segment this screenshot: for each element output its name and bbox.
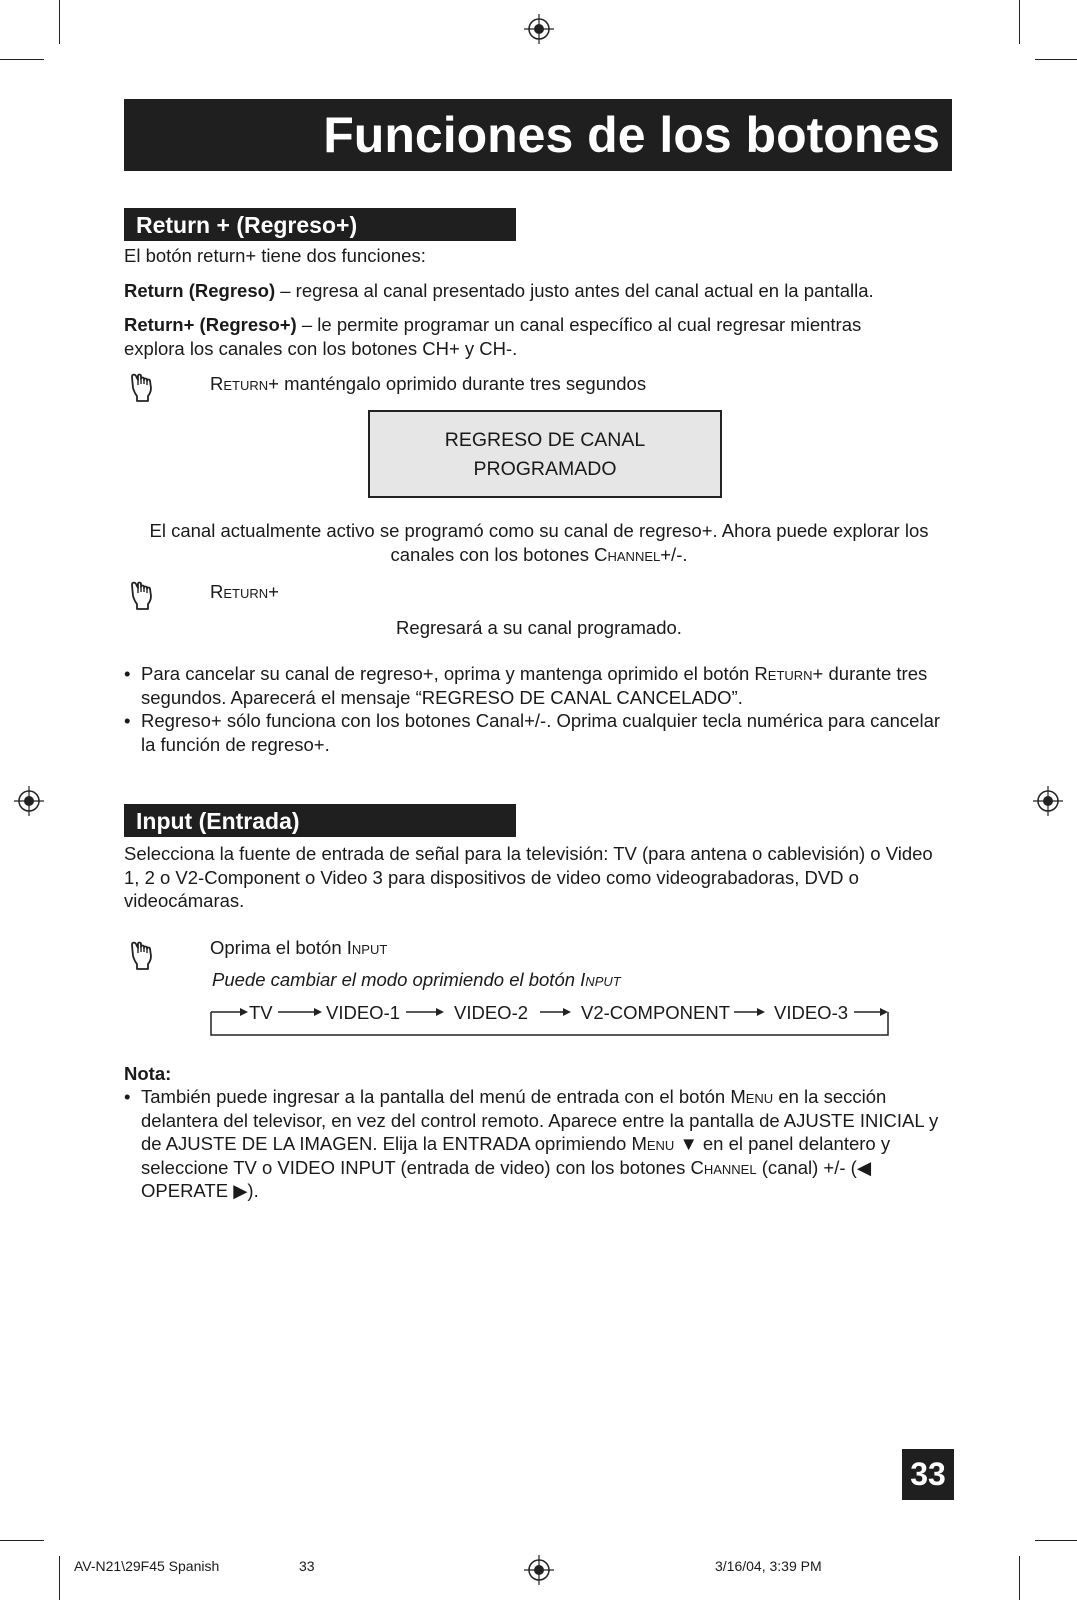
returnplus-term: Return+ (Regreso+) — [124, 314, 297, 335]
note-text-b: en la sección delantera del televisor, en vez del control remoto. Aparece entre la pantalla de AJUSTE INICIAL y de AJUSTE DE LA IMAGEN. Elija la ENTRADA oprimiendo — [141, 1086, 939, 1154]
step-input-note-text: Puede cambiar el modo oprimiendo el botón — [212, 969, 581, 990]
crop-mark — [59, 1556, 60, 1600]
crop-mark — [1035, 1540, 1077, 1541]
crop-mark — [1035, 59, 1077, 60]
screen-line-1: REGRESO DE CANAL — [444, 429, 646, 451]
flow-video-3: VIDEO-3 — [774, 1002, 849, 1023]
down-arrow-icon: ▼ — [679, 1133, 698, 1154]
registration-mark-icon — [1033, 786, 1063, 816]
hand-press-icon — [128, 576, 164, 612]
note-text-e: ). — [247, 1180, 259, 1201]
step-input-note — [212, 968, 912, 992]
screen-line-2: PROGRAMADO — [473, 458, 617, 480]
return-key-label: Return+ — [210, 373, 279, 394]
programmed-text-b: +/-. — [660, 543, 688, 565]
return-intro: El botón return+ tiene dos funciones: — [124, 245, 426, 266]
list-item: • Regreso+ sólo funciona con los botones Canal+/-. Oprima cualquier tecla numérica para cancelar la función de regreso+. — [124, 709, 944, 756]
programmed-explanation — [124, 519, 954, 566]
returnplus-desc: – le permite programar un canal específico al cual regresar mientras explora los canales con los botones CH+ y CH-. — [124, 314, 862, 359]
step-press-input — [210, 936, 910, 960]
bullet1-text-a: Para cancelar su canal de regreso+, oprima y mantenga oprimido el botón — [141, 663, 755, 684]
return-term: Return (Regreso) — [124, 280, 276, 301]
input-intro: Selecciona la fuente de entrada de señal para la televisión: TV (para antena o cablevisión) o Video 1, 2 o V2-Component o Video 3 para dispositivos de video como videograbadoras, DVD o videocámaras. — [124, 843, 933, 911]
flow-tv: TV — [249, 1002, 273, 1023]
channel-key-label: Channel — [594, 543, 661, 565]
footer-page: 33 — [299, 1558, 315, 1574]
tv-screen-message — [368, 410, 722, 498]
crop-mark — [0, 1540, 44, 1541]
crop-mark — [1019, 1556, 1020, 1600]
bullet1-text-b: durante tres segundos. Aparecerá el mensaje “REGRESO DE CANAL CANCELADO”. — [141, 663, 928, 708]
footer-date: 3/16/04, 3:39 PM — [715, 1558, 822, 1574]
input-cycle-diagram — [210, 1002, 890, 1038]
left-arrow-icon: ◀ — [856, 1156, 872, 1178]
hand-press-icon — [128, 936, 164, 972]
registration-mark-icon — [524, 14, 554, 44]
flow-video-2: VIDEO-2 — [454, 1002, 529, 1023]
hand-press-icon — [128, 368, 164, 404]
return-key-label: Return+ — [754, 663, 824, 684]
note-text-d: (canal) +/- ( — [756, 1156, 857, 1178]
section-heading-input: Input (Entrada) — [124, 804, 516, 837]
return-definition — [124, 279, 954, 303]
step-hold-return — [210, 372, 910, 396]
menu-key-label: Menu — [730, 1086, 774, 1107]
list-item — [124, 1085, 939, 1203]
note-label: Nota: — [124, 1063, 172, 1084]
right-arrow-icon: ▶ — [233, 1180, 248, 1201]
step-hold-text: manténgalo oprimido durante tres segundos — [278, 373, 647, 394]
footer-file: AV-N21\29F45 Spanish — [74, 1558, 220, 1574]
page-title: Funciones de los botones — [124, 99, 952, 171]
note-list — [124, 1085, 939, 1203]
flow-video-1: VIDEO-1 — [326, 1002, 401, 1023]
flow-v2-component: V2-COMPONENT — [581, 1002, 731, 1023]
crop-mark — [59, 0, 60, 44]
list-item — [124, 662, 944, 709]
return-notes-list — [124, 662, 944, 756]
crop-mark — [0, 59, 44, 60]
section-heading-return: Return + (Regreso+) — [124, 208, 516, 241]
input-key-label: Input — [580, 969, 621, 990]
input-key-label: Input — [346, 937, 388, 958]
registration-mark-icon — [524, 1555, 554, 1585]
menu-key-label: Menu — [631, 1133, 675, 1154]
note-text-c: en el panel delantero y seleccione TV o VIDEO INPUT (entrada de video) con los botones — [141, 1133, 891, 1178]
returnplus-definition — [124, 313, 924, 360]
page-number: 33 — [902, 1449, 954, 1500]
step-press-return: Return+ — [210, 581, 279, 602]
programmed-text-a: El canal actualmente activo se programó como su canal de regreso+. Ahora puede explorar los canales con los botones — [149, 520, 929, 565]
channel-key-label: Channel — [690, 1156, 757, 1178]
crop-mark — [1019, 0, 1020, 44]
step-press-result: Regresará a su canal programado. — [396, 617, 682, 638]
registration-mark-icon — [14, 786, 44, 816]
step-input-text: Oprima el botón — [210, 937, 347, 958]
note-text-a: También puede ingresar a la pantalla del menú de entrada con el botón — [141, 1086, 731, 1107]
return-desc: – regresa al canal presentado justo antes del canal actual en la pantalla. — [275, 280, 874, 301]
operate-label: OPERATE — [141, 1180, 234, 1201]
